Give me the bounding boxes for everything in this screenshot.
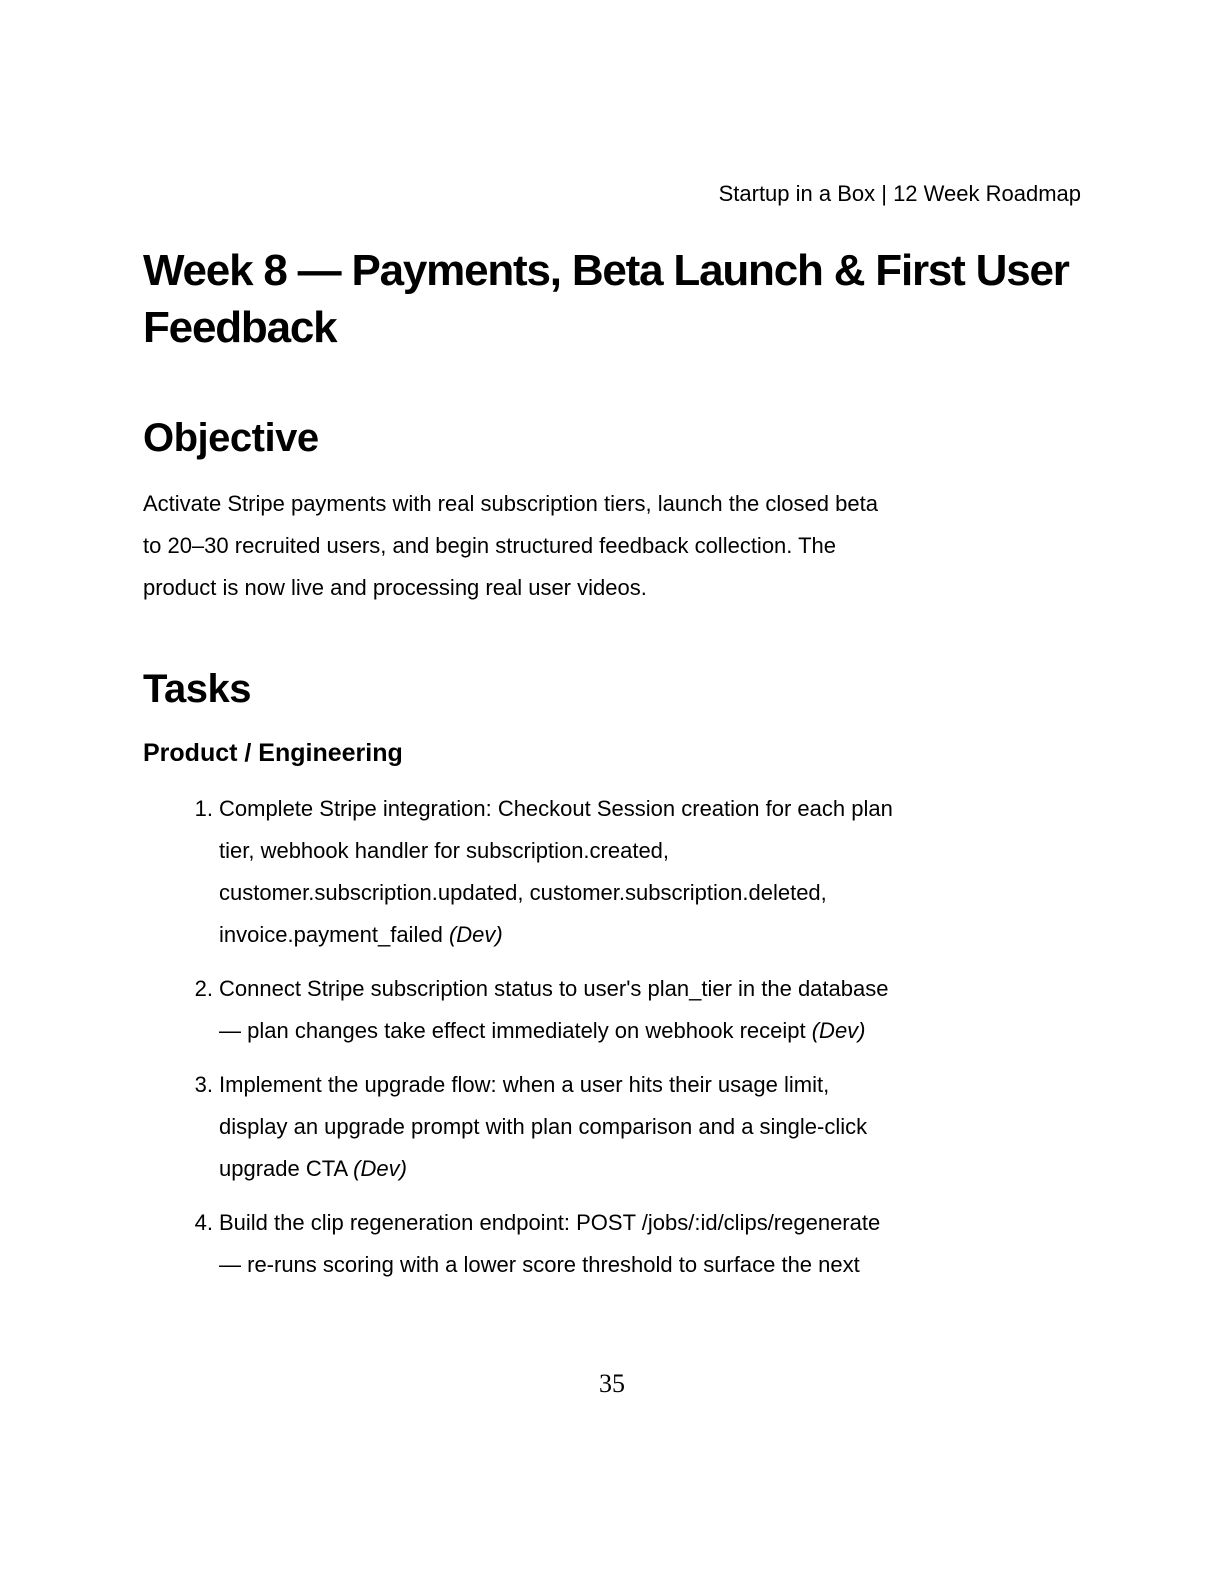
task-line: Build the clip regeneration endpoint: POST /jobs/:id/clips/regenerate [219,1210,881,1235]
list-item-number: 1. [194,796,213,821]
list-item-number: 2. [194,976,213,1001]
objective-paragraph [143,483,1081,609]
objective-line: product is now live and processing real user videos. [143,575,647,600]
task-item-1 [143,788,1081,956]
task-line [219,1010,1081,1052]
page-title-line-1: Week 8 — Payments, Beta Launch & First User [143,246,1069,295]
page-title-line-2: Feedback [143,303,337,352]
page-number: 35 [599,1369,625,1398]
task-item-3 [143,1064,1081,1190]
product-engineering-subheading: Product / Engineering [143,739,403,767]
running-header: Startup in a Box | 12 Week Roadmap [718,181,1081,206]
task-item-2 [143,968,1081,1052]
objective-heading: Objective [143,416,319,460]
task-line [219,914,1081,956]
task-line: Connect Stripe subscription status to user's plan_tier in the database [219,976,889,1001]
task-line-text: upgrade CTA [219,1156,348,1181]
task-line-text: invoice.payment_failed [219,922,443,947]
list-item-text [219,968,1081,1052]
objective-line: Activate Stripe payments with real subscription tiers, launch the closed beta [143,491,878,516]
task-line [219,1148,1081,1190]
page-title [143,242,1081,356]
task-line: customer.subscription.updated, customer.subscription.deleted, [219,880,827,905]
list-item-text [219,1202,1081,1286]
dev-tag: (Dev) [448,922,503,947]
dev-tag: (Dev) [811,1018,866,1043]
objective-line: to 20–30 recruited users, and begin structured feedback collection. The [143,533,837,558]
task-line-text: — plan changes take effect immediately on webhook receipt [219,1018,806,1043]
list-item-text [219,1064,1081,1190]
task-line: display an upgrade prompt with plan comparison and a single-click [219,1114,868,1139]
dev-tag: (Dev) [353,1156,407,1181]
task-item-4 [143,1202,1081,1286]
task-line [219,1244,1081,1286]
list-item-number: 3. [194,1072,213,1097]
task-list [143,788,1081,1286]
task-line: Implement the upgrade flow: when a user hits their usage limit, [219,1072,830,1097]
list-item-text [219,788,1081,956]
tasks-heading: Tasks [143,667,251,711]
list-item-number: 4. [194,1210,213,1235]
task-line-text: — re-runs scoring with a lower score threshold to surface the next [219,1252,860,1277]
task-line: tier, webhook handler for subscription.created, [219,838,670,863]
task-line: Complete Stripe integration: Checkout Session creation for each plan [219,796,893,821]
